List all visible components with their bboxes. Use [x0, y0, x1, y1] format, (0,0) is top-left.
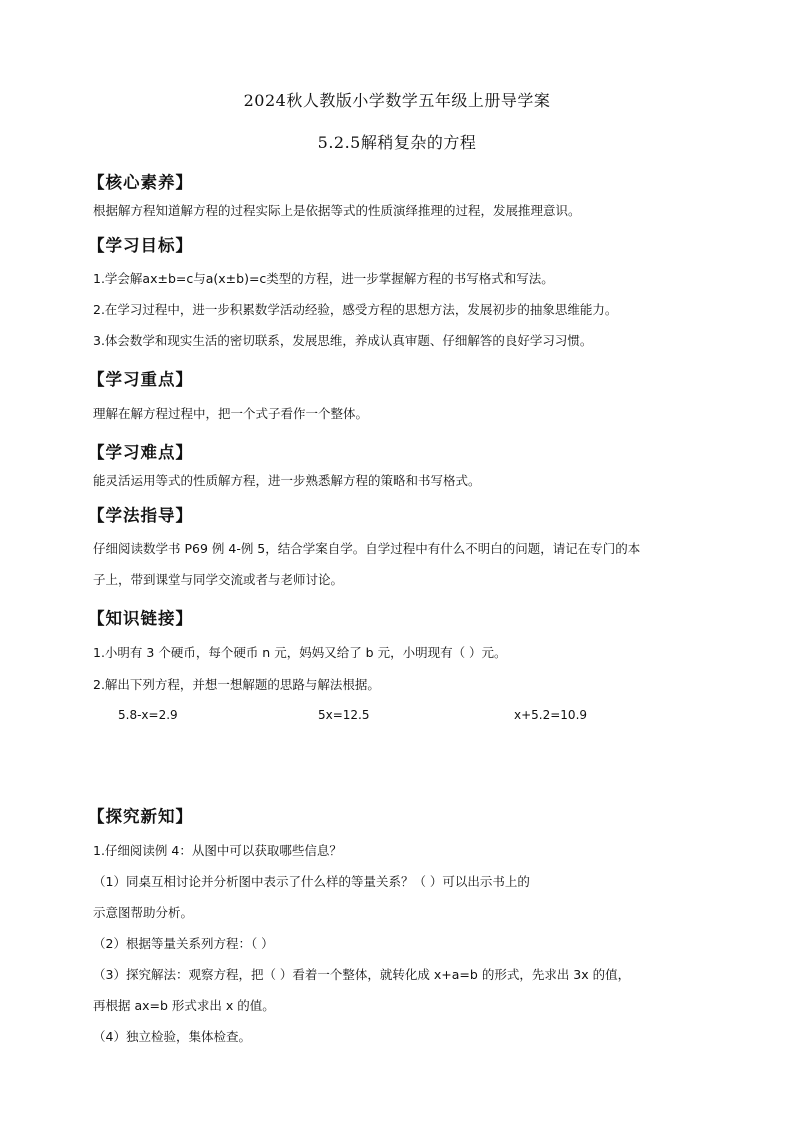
- goal-item-1: 1.学会解ax±b=c与a(x±b)=c类型的方程，进一步掌握解方程的书写格式和写法。: [93, 271, 554, 286]
- explore-heading: 【探究新知】: [88, 807, 193, 826]
- equation-3: x+5.2=10.9: [514, 708, 588, 722]
- difficulty-text: 能灵活运用等式的性质解方程，进一步熟悉解方程的策略和书写格式。: [93, 473, 481, 488]
- goals-heading: 【学习目标】: [88, 236, 193, 255]
- link-item-2: 2.解出下列方程，并想一想解题的思路与解法根据。: [93, 677, 380, 692]
- key-text: 理解在解方程过程中，把一个式子看作一个整体。: [93, 406, 369, 421]
- explore-line-1: 1.仔细阅读例 4：从图中可以获取哪些信息？: [93, 843, 342, 858]
- goal-item-2: 2.在学习过程中，进一步积累数学活动经验，感受方程的思想方法，发展初步的抽象思维能力。: [93, 302, 618, 317]
- key-heading: 【学习重点】: [88, 370, 193, 389]
- lesson-title: 5.2.5解稍复杂的方程: [317, 133, 477, 152]
- explore-line-2: （1）同桌互相讨论并分析图中表示了什么样的等量关系？（ ）可以出示书上的: [93, 874, 530, 889]
- explore-line-7: （4）独立检验，集体检查。: [93, 1029, 251, 1044]
- explore-line-3: 示意图帮助分析。: [93, 905, 194, 920]
- method-line-2: 子上，带到课堂与同学交流或者与老师讨论。: [93, 572, 344, 587]
- equation-2: 5x=12.5: [318, 708, 370, 722]
- method-line-1: 仔细阅读数学书 P69 例 4-例 5，结合学案自学。自学过程中有什么不明白的问题，请记在专门的本: [93, 541, 641, 556]
- difficulty-heading: 【学习难点】: [88, 443, 193, 462]
- goal-item-3: 3.体会数学和现实生活的密切联系，发展思维，养成认真审题、仔细解答的良好学习习惯。: [93, 333, 593, 348]
- link-heading: 【知识链接】: [88, 609, 193, 628]
- core-text: 根据解方程知道解方程的过程实际上是依据等式的性质演绎推理的过程，发展推理意识。: [93, 203, 581, 218]
- link-item-1: 1.小明有 3 个硬币，每个硬币 n 元，妈妈又给了 b 元，小明现有（ ）元。: [93, 645, 507, 660]
- method-heading: 【学法指导】: [88, 506, 193, 525]
- equation-1: 5.8-x=2.9: [118, 708, 178, 722]
- explore-line-5: （3）探究解法：观察方程，把（ ）看着一个整体，就转化成 x+a=b 的形式，先求出 3x 的值，: [93, 967, 631, 982]
- document-title: 2024秋人教版小学数学五年级上册导学案: [243, 91, 551, 110]
- explore-line-6: 再根据 ax=b 形式求出 x 的值。: [93, 998, 275, 1013]
- explore-line-4: （2）根据等量关系列方程：（ ）: [93, 936, 274, 951]
- core-heading: 【核心素养】: [88, 173, 193, 192]
